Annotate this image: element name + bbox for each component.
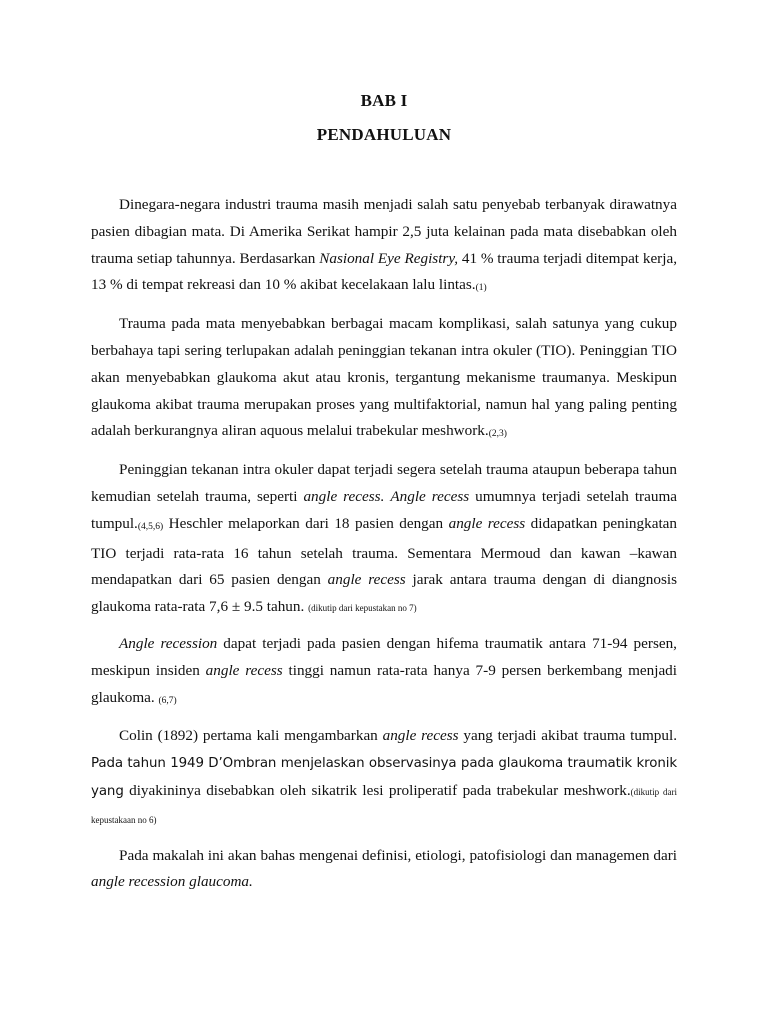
p3-text-5: didapatkan peningkatan TIO terjadi rata-rata 16 tahun setelah trauma. Sementara Mermoud dan kawan –kawan mendapatkan dari 65 pasien dengan <box>91 514 677 589</box>
document-body <box>91 192 677 896</box>
p3-citation-1: (4,5,6) <box>137 521 164 532</box>
p6-italic-1: angle recession glaucoma. <box>91 873 253 891</box>
paragraph-1 <box>91 192 677 302</box>
chapter-label: BAB I <box>360 91 408 110</box>
p3-italic-1: angle recess. <box>303 487 385 505</box>
p3-italic-2: Angle recess <box>390 487 470 505</box>
p2-citation: (2,3) <box>488 429 507 440</box>
p5-italic-1: angle recess <box>382 727 459 745</box>
p5-text-3: diyakininya disebabkan oleh sikatrik lesi proliperatif pada trabekular meshwork. <box>123 781 631 799</box>
p4-text-2: tinggi namun rata-rata hanya 7-9 persen berkembang menjadi glaukoma. <box>91 661 678 706</box>
paragraph-4 <box>91 631 677 714</box>
p3-italic-4: angle recess <box>327 571 406 589</box>
paragraph-2 <box>91 311 677 448</box>
p5-text-1: Colin (1892) pertama kali mengambarkan <box>119 727 383 745</box>
p4-text-1: dapat terjadi pada pasien dengan hifema traumatik antara 71-94 persen, meskipun insiden <box>91 634 677 679</box>
p1-text-2: 41 % trauma terjadi ditempat kerja, 13 % di tempat rekreasi dan 10 % akibat kecelakaan lalu lintas. <box>91 249 677 294</box>
paragraph-5 <box>91 723 677 833</box>
paragraph-6 <box>91 843 677 897</box>
p3-text-4: Heschler melaporkan dari 18 pasien dengan <box>163 514 449 532</box>
p4-italic-2: angle recess <box>205 661 283 679</box>
p5-text-2: yang terjadi akibat trauma tumpul. <box>458 727 678 745</box>
p5-citation: (dikutip dari kepustakaan no 6) <box>91 786 677 825</box>
p3-italic-3: angle recess <box>448 514 526 532</box>
chapter-title: PENDAHULUAN <box>316 125 452 144</box>
p3-text-3: umumnya terjadi setelah trauma tumpul. <box>91 487 677 532</box>
paragraph-3 <box>91 457 677 622</box>
p6-text-1: Pada makalah ini akan bahas mengenai definisi, etiologi, patofisiologi dan managemen dari <box>119 846 677 864</box>
p1-citation: (1) <box>475 283 487 294</box>
p3-citation-2: (dikutip dari kepustakan no 7) <box>308 603 417 614</box>
p1-italic-1: Nasional Eye Registry, <box>319 249 459 267</box>
p4-italic-1: Angle recession <box>119 634 218 652</box>
p3-text-1: Peninggian tekanan intra okuler dapat terjadi segera setelah trauma ataupun beberapa tahun kemudian setelah trauma, seperti <box>91 461 677 505</box>
p4-citation: (6,7) <box>158 695 177 706</box>
p3-text-6: jarak antara trauma dengan di diangnosis glaukoma rata-rata 7,6 ± 9.5 tahun. <box>91 571 677 616</box>
p2-text-1: Trauma pada mata menyebabkan berbagai macam komplikasi, salah satunya yang cukup berbahaya tapi sering terlupakan adalah peninggian tekanan intra okuler (TIO). Peninggian TIO akan menyebabkan glaukoma akut atau kronis, tergantung mekanisme traumanya. Meskipun glaukoma akibat trauma merupakan proses yang multifaktorial, namun hal yang paling penting adalah berkurangnya aliran aquous melalui trabekular meshwork. <box>91 315 677 440</box>
p1-text-1: Dinegara-negara industri trauma masih menjadi salah satu penyebab terbanyak dirawatnya pasien dibagian mata. Di Amerika Serikat hampir 2,5 juta kelainan pada mata disebabkan oleh trauma setiap tahunnya. Berdasarkan <box>91 196 677 267</box>
p5-text-alt-font: Pada tahun 1949 D’Ombran menjelaskan observasinya pada glaukoma traumatik kronik yang <box>91 756 677 799</box>
